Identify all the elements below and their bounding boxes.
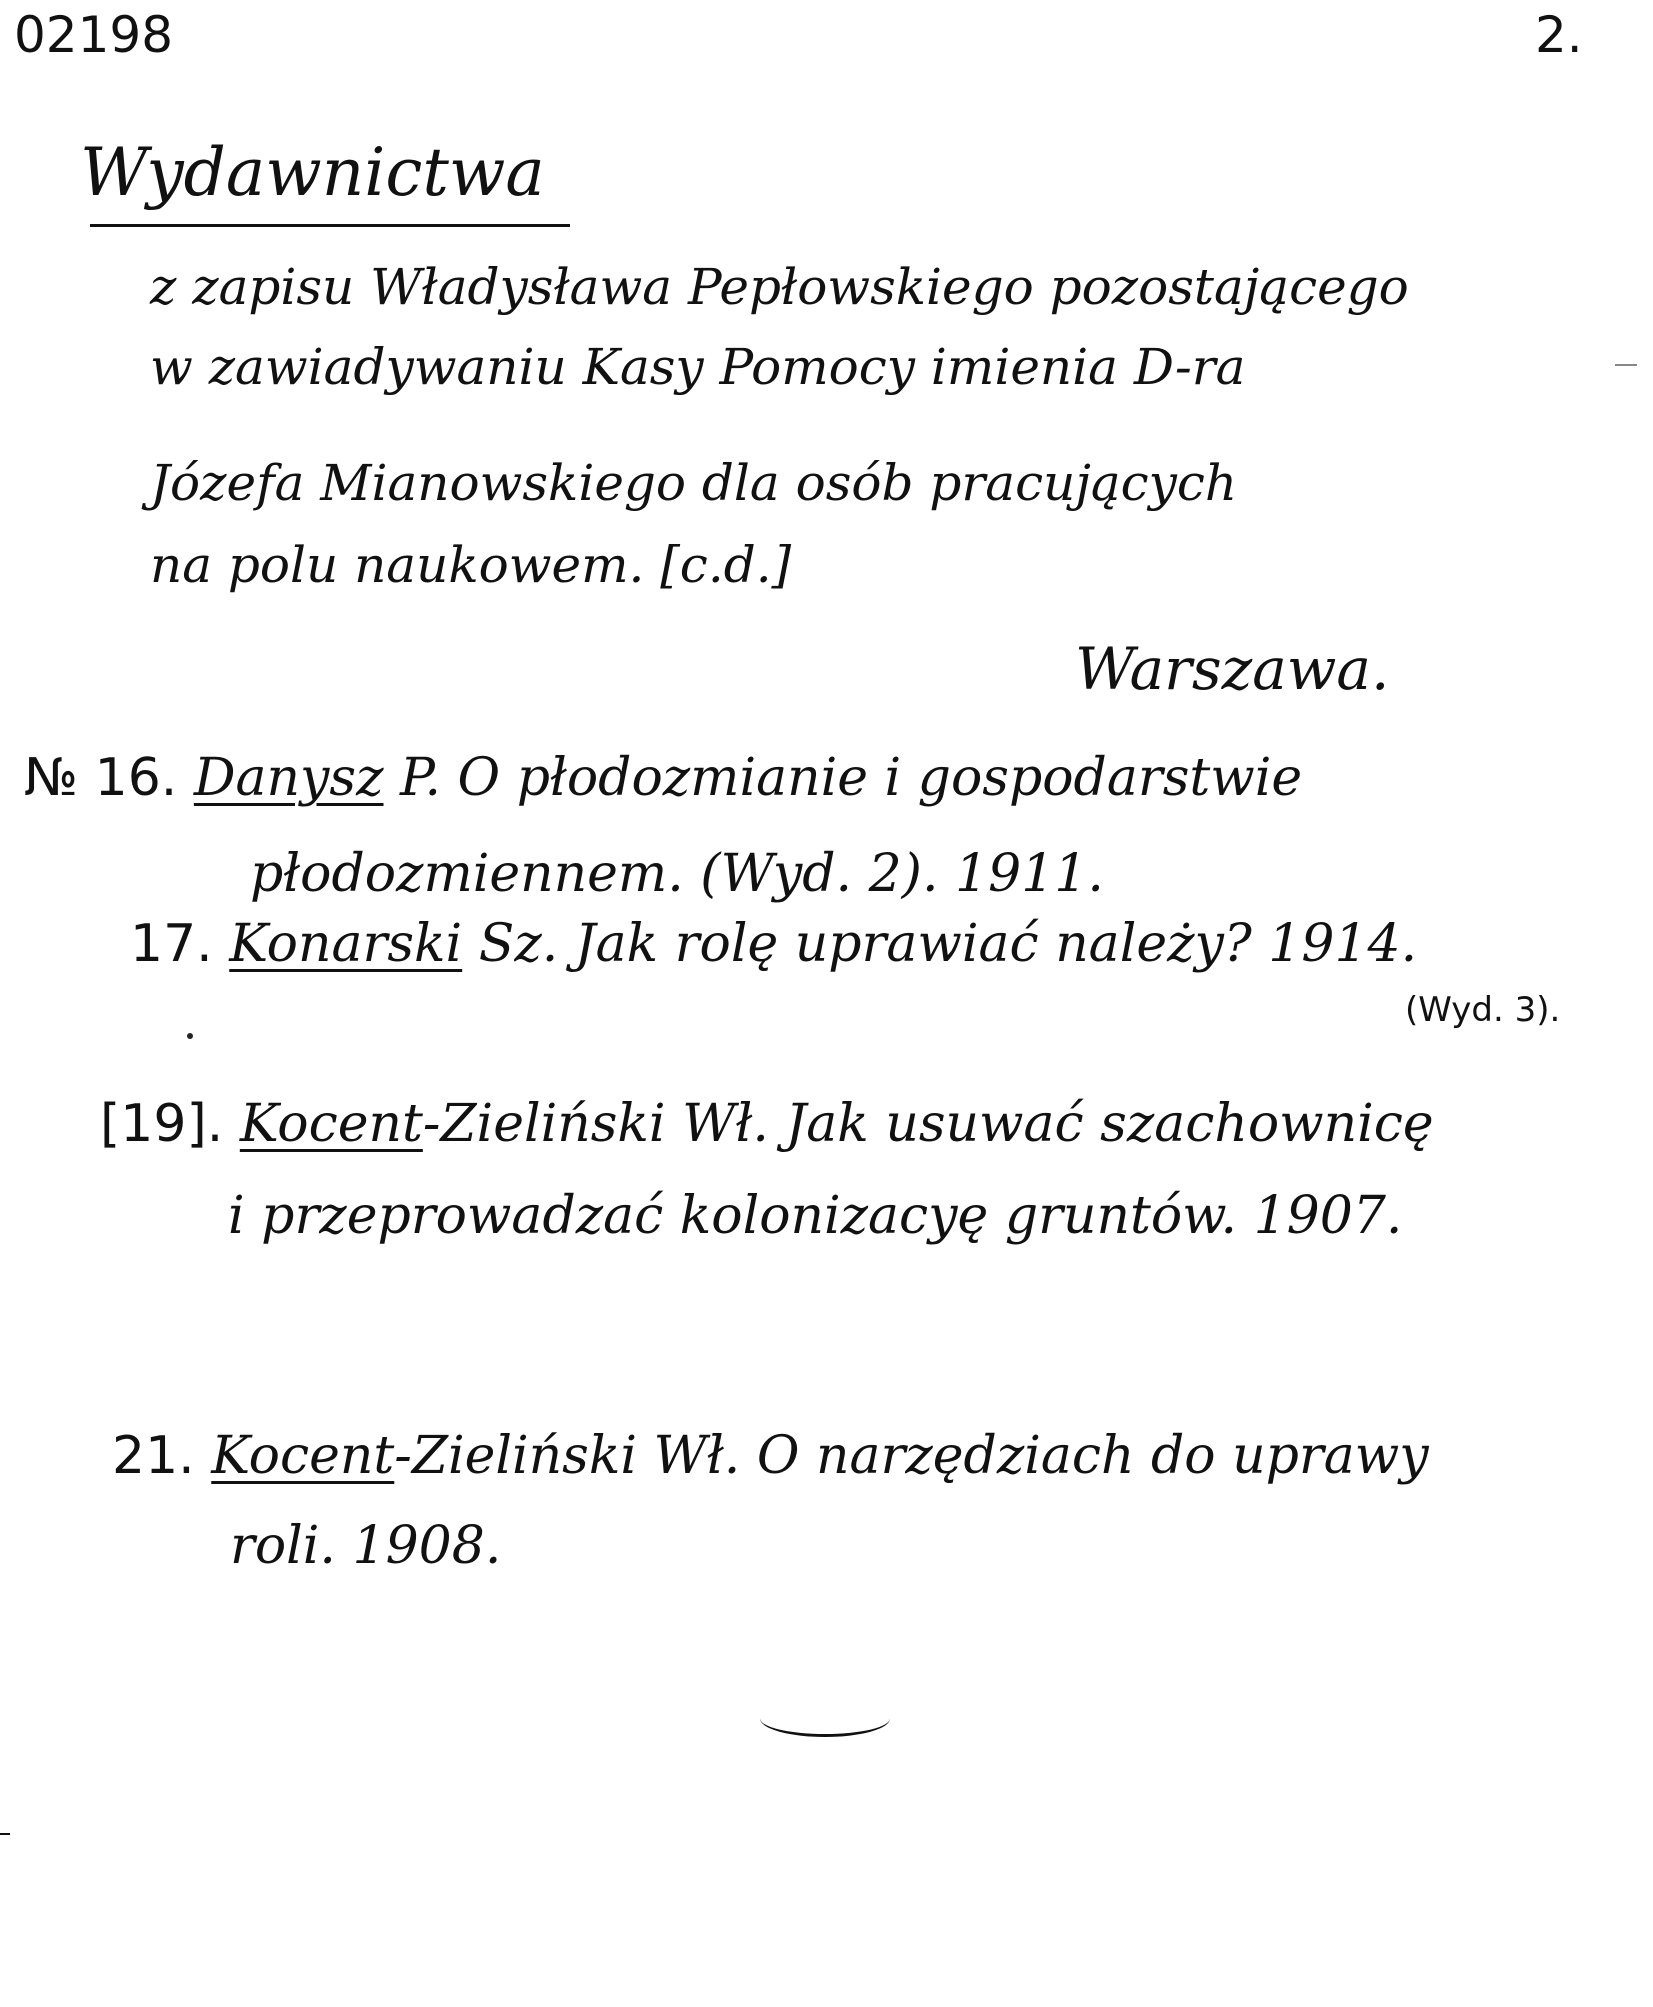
catalog-number: 02198 xyxy=(14,6,174,64)
intro-line: Józefa Mianowskiego dla osób pracujących xyxy=(150,454,1238,512)
ink-dot xyxy=(187,1033,193,1039)
entry-continuation: i przeprowadzać kolonizacyę gruntów. 1907. xyxy=(228,1186,1403,1246)
entry-continuation: płodozmiennem. (Wyd. 2). 1911. xyxy=(250,844,1104,904)
entry-21 xyxy=(112,1426,1429,1486)
entry-title: -Zieliński Wł. Jak usuwać szachownicę xyxy=(422,1094,1434,1154)
intro-line: z zapisu Władysława Pepłowskiego pozostającego xyxy=(150,258,1409,316)
entry-author: Konarski xyxy=(229,914,463,974)
entry-continuation: roli. 1908. xyxy=(230,1516,502,1576)
intro-line: w zawiadywaniu Kasy Pomocy imienia D-ra xyxy=(150,338,1246,396)
page-number: 2. xyxy=(1535,6,1583,64)
entry-author: Kocent xyxy=(239,1094,423,1154)
entry-number: № 16. xyxy=(24,748,178,808)
end-flourish xyxy=(760,1700,890,1737)
edge-tick xyxy=(1615,364,1637,366)
entry-number: [19]. xyxy=(100,1094,224,1154)
place-of-publication: Warszawa. xyxy=(1075,635,1390,703)
entry-title: P. O płodozmianie i gospodarstwie xyxy=(383,748,1303,808)
entry-17 xyxy=(130,914,1418,974)
entry-number: 17. xyxy=(130,914,213,974)
entry-title: Sz. Jak rolę uprawiać należy? 1914. xyxy=(462,914,1418,974)
entry-author: Kocent xyxy=(211,1426,395,1486)
entry-title: -Zieliński Wł. O narzędziach do uprawy xyxy=(394,1426,1429,1486)
section-heading: Wydawnictwa xyxy=(80,134,545,211)
intro-line: na polu naukowem. [c.d.] xyxy=(150,536,792,594)
entry-16 xyxy=(24,748,1303,808)
entry-number: 21. xyxy=(112,1426,195,1486)
entry-19 xyxy=(100,1094,1434,1154)
edge-mark xyxy=(0,1833,10,1835)
entry-author: Danysz xyxy=(193,748,384,808)
heading-underline xyxy=(90,224,570,227)
edition-note: (Wyd. 3). xyxy=(1405,990,1561,1030)
